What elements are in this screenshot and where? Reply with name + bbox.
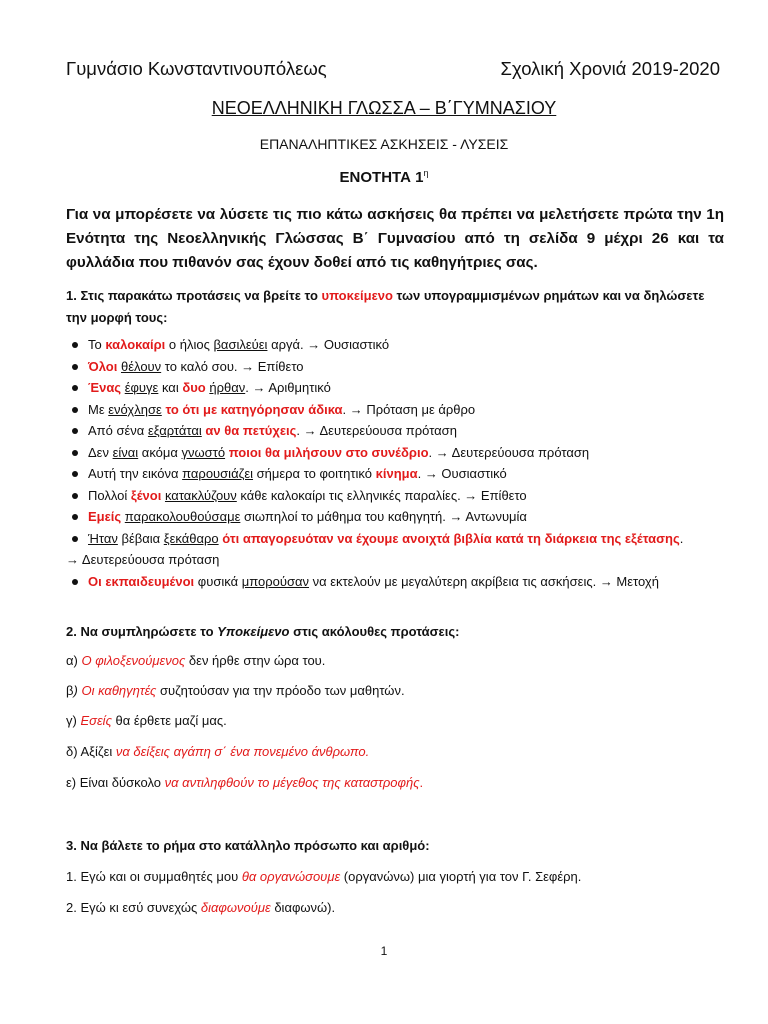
list-item bbox=[66, 377, 726, 399]
text-segment: είναι bbox=[112, 444, 139, 460]
text-segment: 1. Εγώ και οι συμμαθητές μου bbox=[66, 869, 242, 884]
text-segment: . → Ουσιαστικό bbox=[417, 466, 507, 481]
text-segment: κατακλύζουν bbox=[164, 487, 237, 503]
text-segment: Εσείς bbox=[80, 713, 112, 728]
text-segment: Με bbox=[88, 401, 109, 417]
exercise-2-answer-b bbox=[66, 680, 726, 702]
text-segment: Όλοι bbox=[88, 358, 118, 374]
text-segment: εξαρτάται bbox=[147, 423, 202, 438]
exercise-3-question: 3. Να βάλετε το ρήμα στο κατάλληλο πρόσωπο και αριθμό: bbox=[66, 838, 430, 853]
text-segment: το ότι με κατηγόρησαν άδικα bbox=[165, 401, 343, 417]
list-item bbox=[66, 356, 726, 378]
exercise-1-question bbox=[66, 285, 726, 329]
text-segment: 2. Εγώ κι εσύ συνεχώς bbox=[66, 900, 201, 915]
list-item-continuation bbox=[66, 549, 726, 571]
text-segment: ποιοι θα μιλήσουν στο συνέδριο bbox=[228, 444, 429, 460]
text-segment: Ήταν bbox=[88, 530, 118, 546]
exercise-2-answer-a bbox=[66, 650, 726, 672]
text-segment: διαφωνώ). bbox=[270, 900, 336, 915]
list-item bbox=[66, 399, 726, 421]
text-segment: καλοκαίρι bbox=[105, 337, 166, 352]
text-segment: ξένοι bbox=[130, 487, 162, 503]
exercise-2-answer-c bbox=[66, 710, 726, 732]
text-segment: βασιλεύει bbox=[213, 337, 268, 352]
list-item bbox=[66, 571, 726, 593]
exercise-2-answer-d bbox=[66, 741, 726, 763]
text-segment: και bbox=[158, 380, 183, 395]
text-segment: υποκείμενο bbox=[321, 288, 393, 303]
text-segment: κάθε καλοκαίρι τις ελληνικές παραλίες. → Επίθετο bbox=[236, 487, 527, 503]
text-segment: δ) Αξίζει bbox=[66, 744, 116, 759]
text-segment: κίνημα bbox=[375, 466, 418, 481]
text-segment: (οργανώνω) μια γιορτή για τον Γ. Σεφέρη. bbox=[340, 869, 582, 884]
text-segment: . → Δευτερεύουσα πρόταση bbox=[296, 423, 457, 438]
bullet-icon bbox=[72, 493, 78, 499]
text-segment: θέλουν bbox=[120, 358, 162, 374]
text-segment: θα οργανώσουμε bbox=[241, 869, 341, 884]
text-segment: των υπογραμμισμένων ρημάτων και να δηλώσετε την μορφή τους: bbox=[66, 288, 705, 325]
unit-label: ΕΝΟΤΗΤΑ 1 bbox=[339, 169, 424, 186]
text-segment: . → Πρόταση με άρθρο bbox=[342, 401, 476, 417]
text-segment: γνωστό bbox=[181, 444, 226, 460]
text-segment: Οι καθηγητές bbox=[81, 683, 157, 698]
text-segment: σήμερα το φοιτητικό bbox=[253, 466, 376, 481]
list-item bbox=[66, 442, 726, 464]
text-segment: 2. Να συμπληρώσετε το bbox=[66, 624, 218, 639]
bullet-icon bbox=[72, 364, 78, 370]
list-item bbox=[66, 485, 726, 507]
bullet-icon bbox=[72, 407, 78, 413]
bullet-icon bbox=[72, 385, 78, 391]
intro-paragraph: Για να μπορέσετε να λύσετε τις πιο κάτω ασκήσεις θα πρέπει να μελετήσετε πρώτα την 1η Ενότητα της Νεοελληνικής Γλώσσας Β΄ Γυμνασίου από τη σελίδα 9 μέχρι 26 και τα φυλλάδια που πιθανόν σας έχουν δοθεί από τις καθηγήτριες σας. bbox=[66, 206, 724, 271]
exercise-3-answer-2 bbox=[66, 897, 726, 919]
bullet-icon bbox=[72, 450, 78, 456]
text-segment: ενόχλησε bbox=[108, 401, 162, 417]
text-segment: ήρθαν bbox=[209, 380, 246, 395]
text-segment: θα έρθετε μαζί μας. bbox=[111, 713, 227, 728]
text-segment: → Δευτερεύουσα πρόταση bbox=[66, 552, 220, 567]
text-segment: να εκτελούν με μεγαλύτερη ακρίβεια τις ασκήσεις. → Μετοχή bbox=[308, 573, 659, 589]
text-segment: έφυγε bbox=[124, 380, 159, 395]
exercise-2-answer-e bbox=[66, 772, 726, 794]
exercise-1-list bbox=[66, 334, 726, 592]
text-segment: Ο φιλοξενούμενος bbox=[81, 653, 186, 668]
text-segment: 1. Στις παρακάτω προτάσεις να βρείτε το bbox=[66, 288, 322, 303]
list-item bbox=[66, 528, 726, 550]
document-subtitle: ΕΠΑΝΑΛΗΠΤΙΚΕΣ ΑΣΚΗΣΕΙΣ - ΛΥΣΕΙΣ bbox=[259, 136, 509, 152]
bullet-icon bbox=[72, 471, 78, 477]
text-segment: Πολλοί bbox=[88, 487, 131, 503]
text-segment: παρακολουθούσαμε bbox=[124, 509, 241, 524]
text-segment: ο ήλιος bbox=[165, 337, 214, 352]
text-segment: δυο bbox=[182, 380, 206, 395]
bullet-icon bbox=[72, 579, 78, 585]
text-segment: συζητούσαν για την πρόοδο των μαθητών. bbox=[156, 683, 405, 698]
text-segment: α) bbox=[66, 653, 82, 668]
exercise-3-answer-1 bbox=[66, 866, 726, 888]
text-segment: Αυτή την εικόνα bbox=[88, 466, 183, 481]
unit-heading bbox=[0, 168, 768, 186]
text-segment: . bbox=[419, 775, 424, 790]
text-segment: ) bbox=[73, 683, 78, 698]
text-segment: . → Αριθμητικό bbox=[245, 380, 331, 395]
school-year: Σχολική Χρονιά 2019-2020 bbox=[500, 58, 720, 79]
text-segment: Από σένα bbox=[88, 423, 148, 438]
text-segment: να δείξεις αγάπη σ΄ ένα πονεμένο άνθρωπο. bbox=[115, 744, 370, 759]
text-segment: . → Δευτερεύουσα πρόταση bbox=[428, 444, 590, 460]
text-segment: μπορούσαν bbox=[241, 573, 309, 589]
text-segment: δεν ήρθε στην ώρα του. bbox=[185, 653, 326, 668]
text-segment: Το bbox=[88, 337, 106, 352]
document-title: ΝΕΟΕΛΛΗΝΙΚΗ ΓΛΩΣΣΑ – Β΄ΓΥΜΝΑΣΙΟΥ bbox=[211, 98, 557, 118]
text-segment: ξεκάθαρο bbox=[163, 530, 219, 546]
text-segment: Δεν bbox=[88, 444, 113, 460]
text-segment: ότι απαγορευόταν να έχουμε ανοιχτά βιβλία κατά τη διάρκεια της εξέτασης bbox=[222, 530, 680, 546]
text-segment: παρουσιάζει bbox=[182, 466, 254, 481]
text-segment: Ένας bbox=[88, 380, 122, 395]
bullet-icon bbox=[72, 342, 78, 348]
text-segment: σιωπηλοί το μάθημα του καθηγητή. → Αντωνυμία bbox=[240, 509, 527, 524]
text-segment: διαφωνούμε bbox=[200, 900, 271, 915]
text-segment: το καλό σου. → Επίθετο bbox=[161, 358, 304, 374]
list-item bbox=[66, 420, 726, 442]
unit-superscript: η bbox=[423, 168, 429, 178]
list-item bbox=[66, 334, 726, 356]
page-number: 1 bbox=[380, 944, 388, 958]
text-segment: Οι εκπαιδευμένοι bbox=[88, 573, 195, 589]
list-item bbox=[66, 506, 726, 528]
school-name: Γυμνάσιο Κωνσταντινουπόλεως bbox=[66, 58, 327, 79]
text-segment: φυσικά bbox=[194, 573, 242, 589]
text-segment: βέβαια bbox=[117, 530, 164, 546]
bullet-icon bbox=[72, 536, 78, 542]
text-segment: γ) bbox=[66, 713, 81, 728]
text-segment: ακόμα bbox=[138, 444, 182, 460]
text-segment: ε) Είναι δύσκολο bbox=[66, 775, 165, 790]
bullet-icon bbox=[72, 428, 78, 434]
text-segment: . bbox=[679, 530, 684, 546]
text-segment: αργά. → Ουσιαστικό bbox=[267, 337, 390, 352]
text-segment: Εμείς bbox=[88, 509, 122, 524]
text-segment: Υποκείμενο bbox=[217, 624, 290, 639]
list-item bbox=[66, 463, 726, 485]
text-segment: να αντιληφθούν το μέγεθος της καταστροφής bbox=[164, 775, 420, 790]
text-segment: αν θα πετύχεις bbox=[205, 423, 297, 438]
text-segment: στις ακόλουθες προτάσεις: bbox=[289, 624, 460, 639]
exercise-2-question bbox=[66, 621, 726, 643]
text-segment: β bbox=[66, 683, 74, 698]
bullet-icon bbox=[72, 514, 78, 520]
